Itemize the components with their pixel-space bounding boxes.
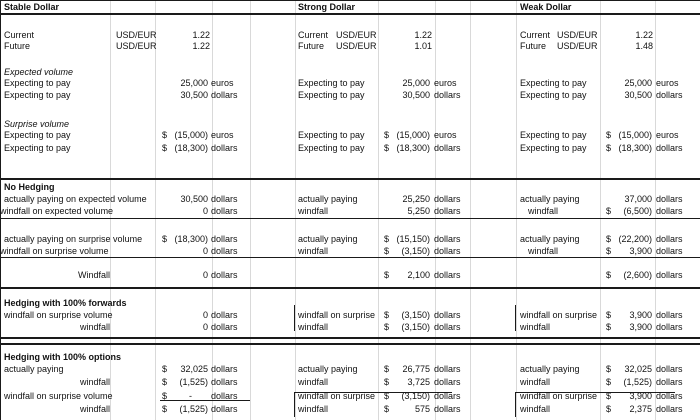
forwards-windfall-label: windfall xyxy=(79,322,110,332)
strong-expected-dollars-unit: dollars xyxy=(434,90,461,100)
strong-expected-dollars-value: 30,500 xyxy=(402,90,430,100)
options-windfall-surprise-label: windfall on surprise volume xyxy=(4,391,113,401)
weak-expected-euros-value: 25,000 xyxy=(624,78,652,88)
stable-surprise-euros-unit: euros xyxy=(211,130,234,140)
strong-options-windfall-unit: dollars xyxy=(434,377,461,387)
stable-surprise-dollars-value: (18,300) xyxy=(174,143,208,153)
weak-future-rate: 1.48 xyxy=(635,41,653,51)
stable-paying-surprise-unit: dollars xyxy=(211,234,238,244)
weak-future-unit: USD/EUR xyxy=(557,41,598,51)
stable-windfall-total-value: 0 xyxy=(202,270,208,280)
stable-surprise-euros-sign: $ xyxy=(162,130,168,140)
stable-options-paying-value: 32,025 xyxy=(180,364,208,374)
no-hedging-top-border xyxy=(0,178,700,180)
stable-future-rate: 1.22 xyxy=(192,41,210,51)
weak-surprise-euros-unit: euros xyxy=(656,130,679,140)
weak-current-unit: USD/EUR xyxy=(557,30,598,40)
weak-options-windfall-value: (1,525) xyxy=(623,377,652,387)
stable-options-surprise-sign: $ xyxy=(162,391,168,401)
strong-surprise-dollars-value: (18,300) xyxy=(396,143,430,153)
weak-windfall-expected-value: (6,500) xyxy=(623,206,652,216)
stable-current-rate: 1.22 xyxy=(192,30,210,40)
weak-forwards-windfall-value: 3,900 xyxy=(629,322,652,332)
stable-forwards-surprise-value: 0 xyxy=(202,310,208,320)
weak-options-surprise-unit: dollars xyxy=(656,391,683,401)
windfall-surprise-volume-label: windfall on surprise volume xyxy=(0,246,109,256)
stable-forwards-windfall-value: 0 xyxy=(202,322,208,332)
weak-forwards-divider xyxy=(515,305,516,331)
stable-options-total-unit: dollars xyxy=(211,404,238,414)
strong-surprise-euros-unit: euros xyxy=(434,130,457,140)
stable-expected-dollars-unit: dollars xyxy=(211,90,238,100)
strong-options-paying-unit: dollars xyxy=(434,364,461,374)
stable-expected-euros-value: 25,000 xyxy=(180,78,208,88)
weak-options-total-label: windfall xyxy=(520,404,551,414)
stable-future-label: Future xyxy=(4,41,31,51)
weak-forwards-windfall-sign: $ xyxy=(606,322,612,332)
stable-windfall-expected-unit: dollars xyxy=(211,206,238,216)
strong-forwards-divider xyxy=(294,305,295,331)
strong-options-paying-value: 26,775 xyxy=(402,364,430,374)
strong-surprise-dollars-label: Expecting to pay xyxy=(298,143,365,153)
weak-current-rate: 1.22 xyxy=(635,30,653,40)
strong-options-divider xyxy=(294,392,295,417)
strong-windfall-expected-value: 5,250 xyxy=(407,206,430,216)
stable-current-unit: USD/EUR xyxy=(116,30,157,40)
weak-paying-surprise-value: (22,200) xyxy=(618,234,652,244)
weak-paying-expected-value: 37,000 xyxy=(624,194,652,204)
strong-windfall-total-sign: $ xyxy=(384,270,390,280)
weak-options-total-value: 2,375 xyxy=(629,404,652,414)
stable-future-unit: USD/EUR xyxy=(116,41,157,51)
stable-options-windfall-value: (1,525) xyxy=(179,377,208,387)
weak-options-paying-unit: dollars xyxy=(656,364,683,374)
strong-windfall-surprise-sign: $ xyxy=(384,246,390,256)
strong-surprise-euros-label: Expecting to pay xyxy=(298,130,365,140)
weak-options-total-unit: dollars xyxy=(656,404,683,414)
strong-forwards-windfall-value: (3,150) xyxy=(401,322,430,332)
strong-options-windfall-sign: $ xyxy=(384,377,390,387)
weak-paying-surprise-unit: dollars xyxy=(656,234,683,244)
strong-windfall-surprise-unit: dollars xyxy=(434,246,461,256)
stable-surprise-euros-value: (15,000) xyxy=(174,130,208,140)
weak-options-windfall-label: windfall xyxy=(520,377,551,387)
strong-forwards-windfall-label: windfall xyxy=(298,322,329,332)
stable-surprise-dollars-label: Expecting to pay xyxy=(4,143,71,153)
strong-surprise-dollars-unit: dollars xyxy=(434,143,461,153)
stable-surprise-dollars-sign: $ xyxy=(162,143,168,153)
strong-options-windfall-value: 3,725 xyxy=(407,377,430,387)
weak-surprise-dollars-value: (18,300) xyxy=(618,143,652,153)
stable-options-paying-unit: dollars xyxy=(211,364,238,374)
stable-options-paying-sign: $ xyxy=(162,364,168,374)
weak-expected-dollars-label: Expecting to pay xyxy=(520,90,587,100)
weak-paying-surprise-label: actually paying xyxy=(520,234,580,244)
strong-windfall-expected-label: windfall xyxy=(298,206,329,216)
strong-paying-surprise-unit: dollars xyxy=(434,234,461,244)
weak-windfall-expected-unit: dollars xyxy=(656,206,683,216)
weak-forwards-surprise-sign: $ xyxy=(606,310,612,320)
strong-windfall-total-unit: dollars xyxy=(434,270,461,280)
stable-paying-expected-unit: dollars xyxy=(211,194,238,204)
surprise-volume-heading: Surprise volume xyxy=(4,119,70,129)
strong-surprise-euros-sign: $ xyxy=(384,130,390,140)
strong-options-surprise-unit: dollars xyxy=(434,391,461,401)
stable-options-windfall-sign: $ xyxy=(162,377,168,387)
weak-surprise-euros-sign: $ xyxy=(606,130,612,140)
weak-options-divider xyxy=(515,392,516,417)
weak-paying-expected-unit: dollars xyxy=(656,194,683,204)
strong-forwards-windfall-sign: $ xyxy=(384,322,390,332)
strong-current-rate: 1.22 xyxy=(414,30,432,40)
windfall-expected-label: windfall on expected volume xyxy=(0,206,114,216)
strong-expected-euros-unit: euros xyxy=(434,78,457,88)
strong-expected-euros-label: Expecting to pay xyxy=(298,78,365,88)
no-hedging-heading: No Hedging xyxy=(4,182,55,192)
strong-forwards-surprise-sign: $ xyxy=(384,310,390,320)
forwards-heading: Hedging with 100% forwards xyxy=(4,298,127,308)
column-header-stable: Stable Dollar xyxy=(4,2,60,12)
no-hedging-divider-1 xyxy=(0,218,700,219)
stable-windfall-surprise-value: 0 xyxy=(202,246,208,256)
weak-expected-dollars-value: 30,500 xyxy=(624,90,652,100)
weak-forwards-surprise-label: windfall on surprise xyxy=(520,310,598,320)
strong-paying-surprise-value: (15,150) xyxy=(396,234,430,244)
column-header-weak: Weak Dollar xyxy=(520,2,572,12)
strong-options-total-label: windfall xyxy=(298,404,329,414)
stable-expected-dollars-label: Expecting to pay xyxy=(4,90,71,100)
windfall-total-label: Windfall xyxy=(77,270,110,280)
stable-options-surprise-value: - xyxy=(189,391,192,401)
stable-forwards-windfall-unit: dollars xyxy=(211,322,238,332)
stable-paying-surprise-sign: $ xyxy=(162,234,168,244)
strong-options-windfall-label: windfall xyxy=(298,377,329,387)
weak-expected-euros-unit: euros xyxy=(656,78,679,88)
weak-surprise-euros-label: Expecting to pay xyxy=(520,130,587,140)
actually-paying-surprise-label: actually paying on surprise volume xyxy=(4,234,143,244)
strong-paying-expected-value: 25,250 xyxy=(402,194,430,204)
strong-windfall-expected-unit: dollars xyxy=(434,206,461,216)
weak-expected-dollars-unit: dollars xyxy=(656,90,683,100)
strong-options-surprise-sign: $ xyxy=(384,391,390,401)
weak-expected-euros-label: Expecting to pay xyxy=(520,78,587,88)
stable-surprise-euros-label: Expecting to pay xyxy=(4,130,71,140)
weak-options-total-sign: $ xyxy=(606,404,612,414)
stable-windfall-total-unit: dollars xyxy=(211,270,238,280)
stable-options-total-value: (1,525) xyxy=(179,404,208,414)
strong-forwards-surprise-unit: dollars xyxy=(434,310,461,320)
weak-surprise-dollars-label: Expecting to pay xyxy=(520,143,587,153)
strong-current-label: Current xyxy=(298,30,329,40)
strong-future-label: Future xyxy=(298,41,325,51)
stable-options-total-sign: $ xyxy=(162,404,168,414)
strong-options-paying-sign: $ xyxy=(384,364,390,374)
stable-options-windfall-unit: dollars xyxy=(211,377,238,387)
strong-options-total-unit: dollars xyxy=(434,404,461,414)
strong-forwards-surprise-label: windfall on surprise xyxy=(298,310,376,320)
stable-current-label: Current xyxy=(4,30,35,40)
weak-options-surprise-sign: $ xyxy=(606,391,612,401)
options-top-border xyxy=(0,343,700,345)
weak-forwards-surprise-value: 3,900 xyxy=(629,310,652,320)
weak-windfall-total-unit: dollars xyxy=(656,270,683,280)
options-heading: Hedging with 100% options xyxy=(4,352,122,362)
weak-forwards-surprise-unit: dollars xyxy=(656,310,683,320)
strong-options-paying-label: actually paying xyxy=(298,364,358,374)
weak-forwards-windfall-unit: dollars xyxy=(656,322,683,332)
strong-paying-surprise-sign: $ xyxy=(384,234,390,244)
weak-paying-surprise-sign: $ xyxy=(606,234,612,244)
top-border xyxy=(0,0,700,1)
weak-options-windfall-unit: dollars xyxy=(656,377,683,387)
strong-paying-expected-unit: dollars xyxy=(434,194,461,204)
weak-windfall-surprise-unit: dollars xyxy=(656,246,683,256)
weak-windfall-total-value: (2,600) xyxy=(623,270,652,280)
stable-paying-surprise-value: (18,300) xyxy=(174,234,208,244)
stable-windfall-expected-value: 0 xyxy=(202,206,208,216)
weak-windfall-expected-sign: $ xyxy=(606,206,612,216)
stable-options-surprise-unit: dollars xyxy=(211,391,238,401)
weak-options-paying-label: actually paying xyxy=(520,364,580,374)
strong-future-unit: USD/EUR xyxy=(336,41,377,51)
stable-paying-expected-value: 30,500 xyxy=(180,194,208,204)
weak-options-surprise-value: 3,900 xyxy=(629,391,652,401)
weak-options-paying-sign: $ xyxy=(606,364,612,374)
strong-paying-surprise-label: actually paying xyxy=(298,234,358,244)
stable-windfall-surprise-unit: dollars xyxy=(211,246,238,256)
strong-windfall-surprise-value: (3,150) xyxy=(401,246,430,256)
options-windfall-total-label: windfall xyxy=(79,404,110,414)
strong-windfall-surprise-label: windfall xyxy=(298,246,329,256)
stable-surprise-dollars-unit: dollars xyxy=(211,143,238,153)
actually-paying-expected-label: actually paying on expected volume xyxy=(4,194,147,204)
forwards-bottom-border xyxy=(0,337,700,339)
weak-windfall-expected-label: windfall xyxy=(528,206,559,216)
stable-forwards-surprise-unit: dollars xyxy=(211,310,238,320)
strong-options-total-value: 575 xyxy=(414,404,430,414)
weak-windfall-surprise-label: windfall xyxy=(528,246,559,256)
strong-options-total-sign: $ xyxy=(384,404,390,414)
forwards-windfall-surprise-label: windfall on surprise volume xyxy=(4,310,113,320)
weak-windfall-total-sign: $ xyxy=(606,270,612,280)
weak-options-windfall-sign: $ xyxy=(606,377,612,387)
weak-current-label: Current xyxy=(520,30,551,40)
weak-surprise-dollars-sign: $ xyxy=(606,143,612,153)
stable-expected-euros-label: Expecting to pay xyxy=(4,78,71,88)
no-hedging-bottom-border xyxy=(0,287,700,289)
strong-windfall-total-value: 2,100 xyxy=(407,270,430,280)
strong-surprise-euros-value: (15,000) xyxy=(396,130,430,140)
strong-expected-euros-value: 25,000 xyxy=(402,78,430,88)
options-windfall-label: windfall xyxy=(79,377,110,387)
expected-volume-heading: Expected volume xyxy=(4,67,74,77)
weak-surprise-dollars-unit: dollars xyxy=(656,143,683,153)
weak-paying-expected-label: actually paying xyxy=(520,194,580,204)
weak-forwards-windfall-label: windfall xyxy=(520,322,551,332)
strong-options-surprise-label: windfall on surprise xyxy=(298,391,376,401)
weak-surprise-euros-value: (15,000) xyxy=(618,130,652,140)
weak-options-surprise-label: windfall on surprise xyxy=(520,391,598,401)
strong-expected-dollars-label: Expecting to pay xyxy=(298,90,365,100)
strong-options-surprise-value: (3,150) xyxy=(401,391,430,401)
column-header-strong: Strong Dollar xyxy=(298,2,356,12)
weak-windfall-surprise-sign: $ xyxy=(606,246,612,256)
strong-current-unit: USD/EUR xyxy=(336,30,377,40)
header-bottom-border xyxy=(0,13,700,15)
strong-surprise-dollars-sign: $ xyxy=(384,143,390,153)
strong-future-rate: 1.01 xyxy=(414,41,432,51)
weak-windfall-surprise-value: 3,900 xyxy=(629,246,652,256)
strong-paying-expected-label: actually paying xyxy=(298,194,358,204)
weak-options-paying-value: 32,025 xyxy=(624,364,652,374)
options-actually-paying-label: actually paying xyxy=(4,364,64,374)
strong-forwards-windfall-unit: dollars xyxy=(434,322,461,332)
stable-expected-dollars-value: 30,500 xyxy=(180,90,208,100)
stable-windfall-underline xyxy=(0,257,250,258)
strong-forwards-surprise-value: (3,150) xyxy=(401,310,430,320)
stable-expected-euros-unit: euros xyxy=(211,78,234,88)
weak-future-label: Future xyxy=(520,41,547,51)
